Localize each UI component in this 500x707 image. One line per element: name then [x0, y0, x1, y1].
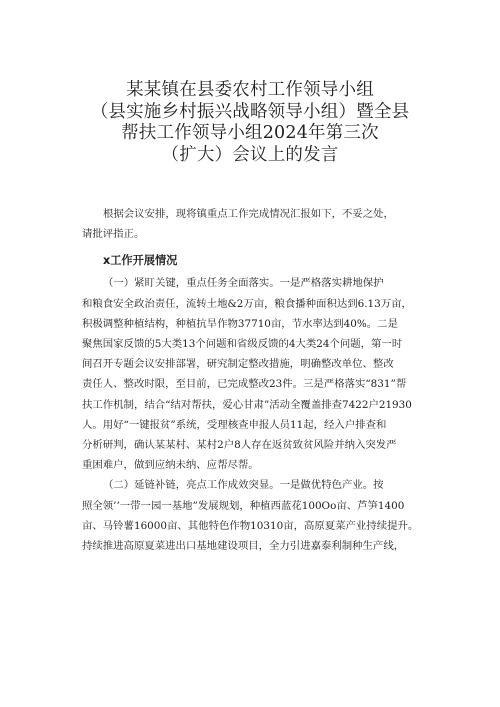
- title-line: 某某镇在县委农村工作领导小组: [126, 80, 374, 100]
- text-line: 亩、马铃薯16000亩、其他特色作物10310亩，高原夏菜产业持续提升。: [82, 519, 419, 532]
- text-line: 重困难户，做到应纳未纳、应帮尽帮。: [82, 459, 259, 472]
- text-line: 积极调整种植结构，种植抗旱作物37710亩，节水率达到40%。二是: [82, 317, 398, 330]
- intro-paragraph: [82, 204, 432, 244]
- title-line: 帮扶工作领导小组2024年第三次: [121, 123, 379, 143]
- text-line: （二）延链补链，亮点工作成效突显。一是做优特色产业。按: [103, 479, 384, 492]
- document-title: [40, 80, 460, 166]
- paragraph-highlights: [82, 475, 432, 556]
- title-line: （扩大）会议上的发言: [161, 144, 339, 165]
- text-line: 人。用好“一键报贫”系统，受理核查申报人员11起，经入户排查和: [82, 418, 387, 431]
- paragraph-key-tasks: [82, 273, 432, 475]
- text-line: 请批评指正。: [82, 228, 145, 241]
- text-line: 和粮食安全政治责任，流转土地&2万亩，粮食播种面积达到6.13万亩，: [82, 297, 412, 310]
- text-line: 分析研判，确认某某村、某村2户8人存在返贫致贫风险并纳入突发严: [82, 439, 397, 452]
- text-line: 扶工作机制，结合“结对帮扶，爱心甘肃”活动全覆盖排查7422户21930: [82, 398, 412, 411]
- text-line: 持续推进高原夏菜进出口基地建设项目，全力引进嘉泰利制种生产线，: [82, 540, 405, 553]
- title-line: （县实施乡村振兴战略领导小组）暨全县: [90, 101, 410, 122]
- text-line: 责任人、整改时限，至目前，已完成整改23件。三是严格落实“831”帮: [82, 378, 407, 391]
- text-line: 照全领’’一带一园一基地”发展规划，种植西蓝花100Oo亩、芦笋1400: [82, 499, 405, 512]
- section-heading: x工作开展情况: [103, 254, 178, 268]
- document-body: [82, 204, 432, 556]
- text-line: （一）紧盯关键，重点任务全面落实。一是严格落实耕地保护: [103, 277, 384, 290]
- text-line: 间召开专题会议安排部署，研究制定整改措施，明确整改单位、整改: [82, 358, 394, 371]
- text-line: 根据会议安排，现将镇重点工作完成情况汇报如下，不妥之处，: [103, 208, 394, 220]
- text-line: 聚焦国家反馈的5大类13个问题和省级反馈的4大类24个问题，第一时: [82, 338, 403, 351]
